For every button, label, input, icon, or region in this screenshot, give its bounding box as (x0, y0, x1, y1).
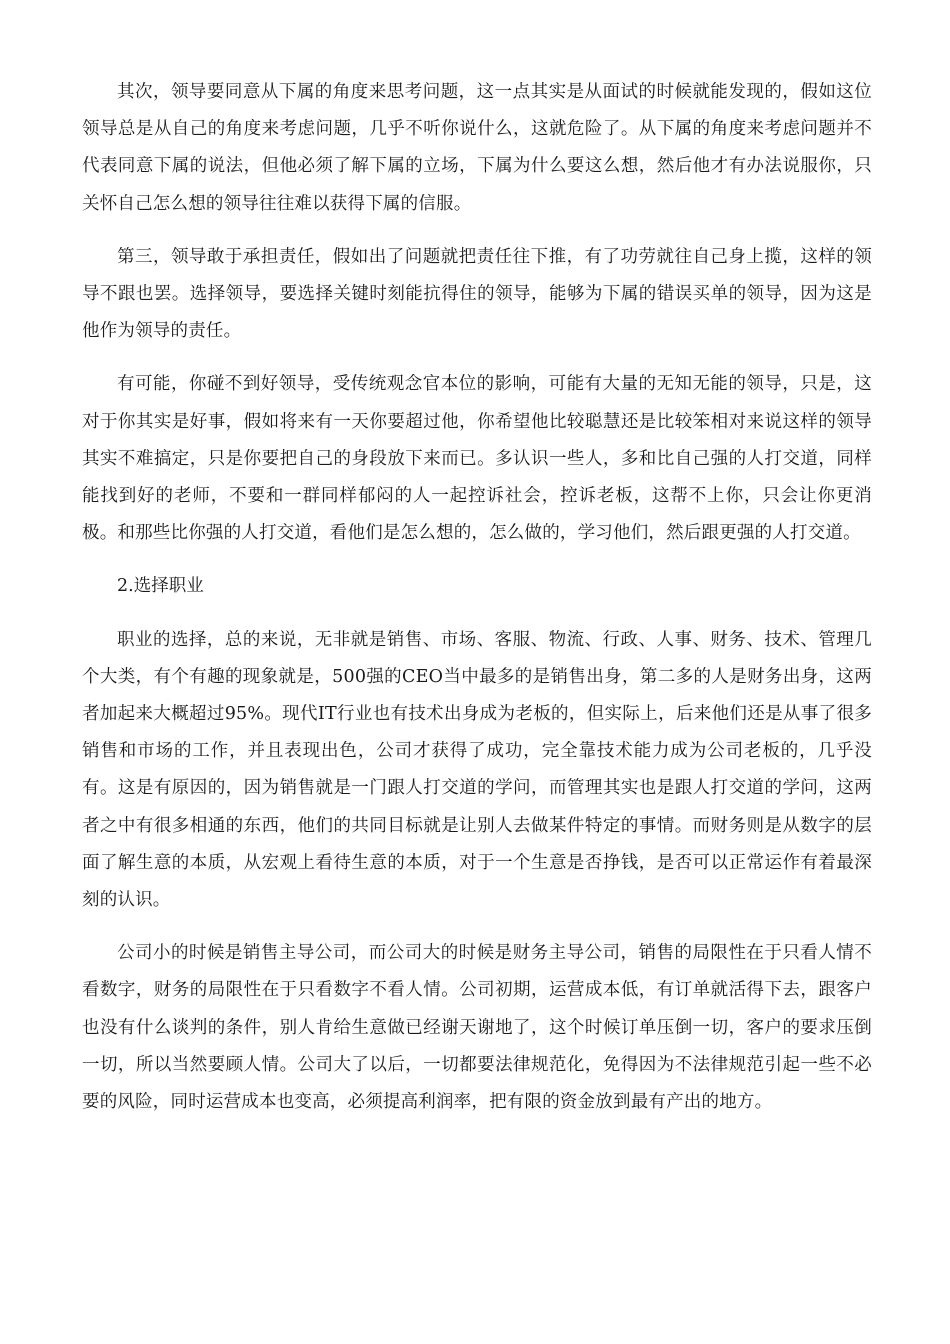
paragraph-career-choice: 职业的选择，总的来说，无非就是销售、市场、客服、物流、行政、人事、财务、技术、管理几个大类，有个有趣的现象就是，500强的CEO当中最多的是销售出身，第二多的人是财务出身，这两者加起来大概超过95%。现代IT行业也有技术出身成为老板的，但实际上，后来他们还是从事了很多销售和市场的工作，并且表现出色，公司才获得了成功，完全靠技术能力成为公司老板的，几乎没有。这是有原因的，因为销售就是一门跟人打交道的学问，而管理其实也是跟人打交道的学问，这两者之中有很多相通的东西，他们的共同目标就是让别人去做某件特定的事情。而财务则是从数字的层面了解生意的本质，从宏观上看待生意的本质，对于一个生意是否挣钱，是否可以正常运作有着最深刻的认识。 (82, 629, 872, 911)
paragraph-leader-responsibility: 第三，领导敢于承担责任，假如出了问题就把责任往下推，有了功劳就往自己身上揽，这样的领导不跟也罢。选择领导，要选择关键时刻能抗得住的领导，能够为下属的错误买单的领导，因为这是他作为领导的责任。 (82, 246, 872, 342)
paragraph-leader-perspective: 其次，领导要同意从下属的角度来思考问题，这一点其实是从面试的时候就能发现的，假如这位领导总是从自己的角度来考虑问题，几乎不听你说什么，这就危险了。从下属的角度来考虑问题并不代表同意下属的说法，但他必须了解下属的立场，下属为什么要这么想，然后他才有办法说服你，只关怀自己怎么想的领导往往难以获得下属的信服。 (82, 82, 872, 214)
paragraph-bad-leader: 有可能，你碰不到好领导，受传统观念官本位的影响，可能有大量的无知无能的领导，只是，这对于你其实是好事，假如将来有一天你要超过他，你希望他比较聪慧还是比较笨相对来说这样的领导其实不难搞定，只是你要把自己的身段放下来而已。多认识一些人，多和比自己强的人打交道，同样能找到好的老师，不要和一群同样郁闷的人一起控诉社会，控诉老板，这帮不上你，只会让你更消极。和那些比你强的人打交道，看他们是怎么想的，怎么做的，学习他们，然后跟更强的人打交道。 (82, 374, 872, 544)
paragraph-company-stages: 公司小的时候是销售主导公司，而公司大的时候是财务主导公司，销售的局限性在于只看人情不看数字，财务的局限性在于只看数字不看人情。公司初期，运营成本低，有订单就活得下去，跟客户也没有什么谈判的条件，别人肯给生意做已经谢天谢地了，这个时候订单压倒一切，客户的要求压倒一切，所以当然要顾人情。公司大了以后，一切都要法律规范化，免得因为不法律规范引起一些不必要的风险，同时运营成本也变高，必须提高利润率，把有限的资金放到最有产出的地方。 (82, 943, 872, 1113)
section-heading: 2.选择职业 (117, 576, 204, 597)
document-page (82, 74, 872, 1137)
